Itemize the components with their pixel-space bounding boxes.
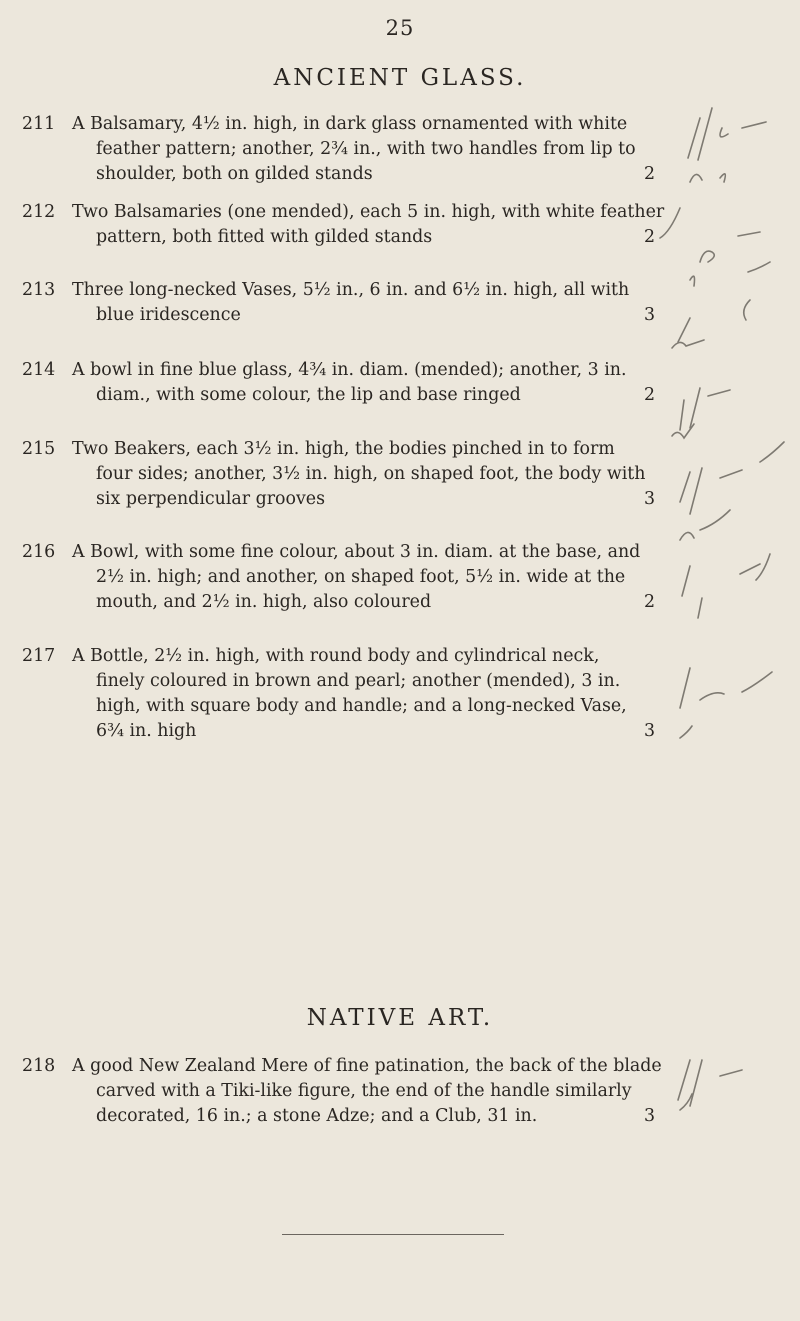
- lot-description: [72, 200, 692, 250]
- lot-description: [72, 358, 692, 408]
- lot-quantity: 2: [644, 592, 656, 612]
- lot-line: high, with square body and handle; and a long-necked Vase,: [96, 696, 627, 716]
- lot-line: diam., with some colour, the lip and base ringed: [96, 385, 521, 405]
- lot-number: 214: [22, 360, 56, 380]
- lot-line: pattern, both fitted with gilded stands: [96, 227, 433, 247]
- pencil-mark-216: [682, 554, 770, 618]
- lot-number: 217: [22, 646, 56, 666]
- pencil-mark-217: [680, 668, 772, 738]
- lot-line: Three long-necked Vases, 5½ in., 6 in. and 6½ in. high, all with: [72, 280, 630, 300]
- lot-quantity: 3: [644, 721, 656, 741]
- lot-line: Two Balsamaries (one mended), each 5 in. high, with white feather: [72, 202, 665, 222]
- lot-quantity: 2: [644, 164, 656, 184]
- lot-number: 213: [22, 280, 56, 300]
- lot-number: 215: [22, 439, 56, 459]
- lot-line: four sides; another, 3½ in. high, on shaped foot, the body with: [96, 464, 646, 484]
- lot-description: [72, 437, 692, 512]
- section-heading-native-art: NATIVE ART.: [306, 1005, 494, 1031]
- lot-line: Two Beakers, each 3½ in. high, the bodies pinched in to form: [72, 439, 615, 459]
- lot-line: 6¾ in. high: [96, 721, 197, 741]
- lot-line: carved with a Tiki-like figure, the end of the handle similarly: [96, 1081, 632, 1101]
- lot-line: A Bottle, 2½ in. high, with round body and cylindrical neck,: [72, 646, 600, 666]
- lot-quantity: 3: [644, 489, 656, 509]
- lot-description: [72, 644, 692, 744]
- lot-quantity: 3: [644, 305, 656, 325]
- lot-line: A Bowl, with some fine colour, about 3 in. diam. at the base, and: [72, 542, 641, 562]
- lot-line: A Balsamary, 4½ in. high, in dark glass ornamented with white: [72, 114, 628, 134]
- lot-number: 212: [22, 202, 56, 222]
- section-heading-ancient-glass: ANCIENT GLASS.: [273, 65, 527, 91]
- lot-line: decorated, 16 in.; a stone Adze; and a Club, 31 in.: [96, 1106, 538, 1126]
- lot-line: mouth, and 2½ in. high, also coloured: [96, 592, 432, 612]
- closing-divider: [282, 1234, 504, 1235]
- lot-number: 218: [22, 1056, 56, 1076]
- lot-line: 2½ in. high; and another, on shaped foot, 5½ in. wide at the: [96, 567, 626, 587]
- page-number: 25: [385, 16, 415, 40]
- lot-line: shoulder, both on gilded stands: [96, 164, 373, 184]
- lot-line: finely coloured in brown and pearl; another (mended), 3 in.: [96, 671, 621, 691]
- lot-description: [72, 278, 692, 328]
- lot-quantity: 3: [644, 1106, 656, 1126]
- lot-description: [72, 540, 692, 615]
- lot-quantity: 2: [644, 385, 656, 405]
- lot-line: feather pattern; another, 2¾ in., with two handles from lip to: [96, 139, 636, 159]
- lot-description: [72, 1054, 692, 1129]
- pencil-mark-215: [680, 442, 784, 540]
- lot-number: 216: [22, 542, 56, 562]
- lot-line: blue iridescence: [96, 305, 241, 325]
- lot-quantity: 2: [644, 227, 656, 247]
- lot-line: A good New Zealand Mere of fine patination, the back of the blade: [72, 1056, 662, 1076]
- lot-line: A bowl in fine blue glass, 4¾ in. diam. (mended); another, 3 in.: [72, 360, 627, 380]
- lot-number: 211: [22, 114, 56, 134]
- lot-line: six perpendicular grooves: [96, 489, 326, 509]
- lot-description: [72, 112, 692, 187]
- pencil-mark-211: [688, 108, 766, 182]
